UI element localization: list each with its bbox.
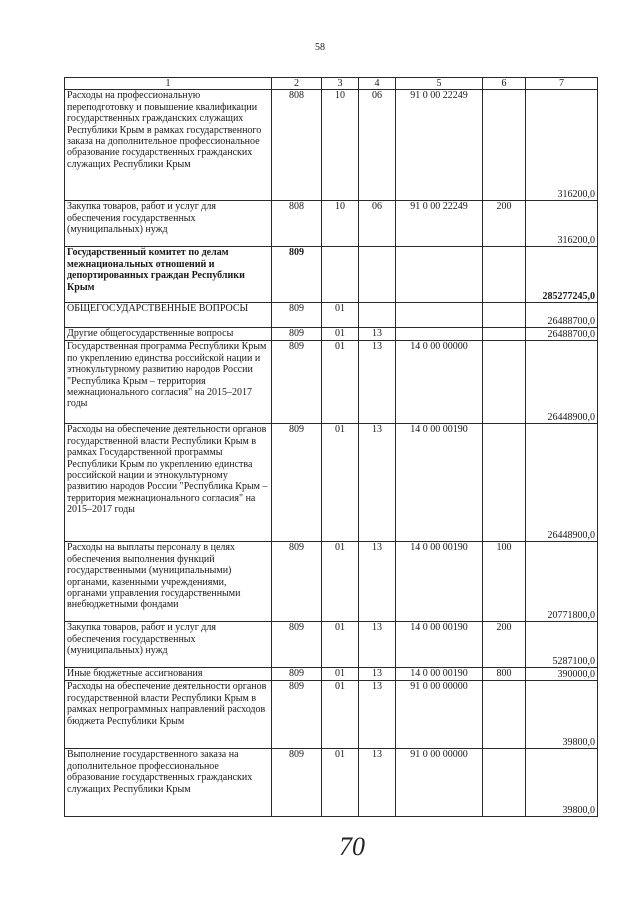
subsection-code: 06 bbox=[359, 90, 396, 201]
section-code: 01 bbox=[322, 542, 359, 622]
target-article-code: 91 0 00 00000 bbox=[396, 749, 483, 817]
expense-type-code: 100 bbox=[483, 542, 526, 622]
handwritten-signature bbox=[328, 828, 376, 864]
table-row bbox=[65, 341, 598, 424]
department-code: 809 bbox=[272, 668, 322, 681]
department-code: 809 bbox=[272, 542, 322, 622]
expense-type-code bbox=[483, 341, 526, 424]
expense-name: Выполнение государственного заказа на дополнительное профессиональное образование государственных гражданских служащих Республики Крым bbox=[65, 749, 272, 817]
section-code: 10 bbox=[322, 90, 359, 201]
department-code: 809 bbox=[272, 749, 322, 817]
amount: 285277245,0 bbox=[526, 247, 598, 303]
expense-name: Расходы на выплаты персоналу в целях обеспечения выполнения функций государственными (муниципальными) органами, казенными учреждениями, органами управления государственными внебюджетными фондами bbox=[65, 542, 272, 622]
department-code: 809 bbox=[272, 303, 322, 328]
budget-table bbox=[64, 77, 598, 817]
table-row bbox=[65, 201, 598, 247]
table-row bbox=[65, 749, 598, 817]
expense-name: ОБЩЕГОСУДАРСТВЕННЫЕ ВОПРОСЫ bbox=[65, 303, 272, 328]
amount: 20771800,0 bbox=[526, 542, 598, 622]
expense-type-code: 200 bbox=[483, 201, 526, 247]
expense-name: Закупка товаров, работ и услуг для обеспечения государственных (муниципальных) нужд bbox=[65, 622, 272, 668]
column-header: 7 bbox=[526, 78, 598, 90]
expense-type-code bbox=[483, 749, 526, 817]
expense-type-code bbox=[483, 681, 526, 749]
subsection-code: 13 bbox=[359, 622, 396, 668]
subsection-code: 13 bbox=[359, 542, 396, 622]
target-article-code: 91 0 00 22249 bbox=[396, 90, 483, 201]
subsection-code: 13 bbox=[359, 328, 396, 341]
expense-name: Расходы на обеспечение деятельности органов государственной власти Республики Крым в рамках непрограммных направлений расходов бюджета Республики Крым bbox=[65, 681, 272, 749]
amount: 39800,0 bbox=[526, 749, 598, 817]
section-code: 01 bbox=[322, 328, 359, 341]
target-article-code: 14 0 00 00190 bbox=[396, 668, 483, 681]
subsection-code: 06 bbox=[359, 201, 396, 247]
expense-type-code bbox=[483, 328, 526, 341]
table-header-row bbox=[65, 78, 598, 90]
section-code: 10 bbox=[322, 201, 359, 247]
table-row bbox=[65, 681, 598, 749]
page-number: 58 bbox=[315, 42, 325, 53]
expense-name: Государственная программа Республики Крым по укреплению единства российской нации и этнокультурному развитию народов России "Республика Крым – территория межнационального согласия" на 2015–2017 годы bbox=[65, 341, 272, 424]
expense-name: Расходы на обеспечение деятельности органов государственной власти Республики Крым в рамках Государственной программы Республики Крым по укреплению единства российской нации и этнокультурному развитию народов России "Республика Крым – территория межнационального согласия" на 2015–2017 годы bbox=[65, 424, 272, 542]
table-row bbox=[65, 328, 598, 341]
column-header: 1 bbox=[65, 78, 272, 90]
expense-name: Расходы на профессиональную переподготовку и повышение квалификации государственных гражданских служащих Республики Крым в рамках государственного заказа на дополнительное профессиональное образование государственных гражданских служащих Республики Крым bbox=[65, 90, 272, 201]
expense-name: Государственный комитет по делам межнациональных отношений и депортированных граждан Республики Крым bbox=[65, 247, 272, 303]
target-article-code: 14 0 00 00000 bbox=[396, 341, 483, 424]
department-code: 809 bbox=[272, 681, 322, 749]
expense-type-code: 200 bbox=[483, 622, 526, 668]
column-header: 4 bbox=[359, 78, 396, 90]
table-row bbox=[65, 622, 598, 668]
table-row bbox=[65, 668, 598, 681]
target-article-code: 14 0 00 00190 bbox=[396, 542, 483, 622]
department-code: 809 bbox=[272, 247, 322, 303]
subsection-code: 13 bbox=[359, 668, 396, 681]
amount: 26488700,0 bbox=[526, 303, 598, 328]
section-code: 01 bbox=[322, 681, 359, 749]
table-row bbox=[65, 542, 598, 622]
target-article-code bbox=[396, 303, 483, 328]
department-code: 808 bbox=[272, 201, 322, 247]
column-header: 5 bbox=[396, 78, 483, 90]
amount: 316200,0 bbox=[526, 201, 598, 247]
expense-type-code bbox=[483, 247, 526, 303]
expense-type-code bbox=[483, 303, 526, 328]
section-code: 01 bbox=[322, 668, 359, 681]
amount: 26488700,0 bbox=[526, 328, 598, 341]
target-article-code: 91 0 00 00000 bbox=[396, 681, 483, 749]
target-article-code: 91 0 00 22249 bbox=[396, 201, 483, 247]
table-row bbox=[65, 303, 598, 328]
subsection-code: 13 bbox=[359, 681, 396, 749]
expense-name: Иные бюджетные ассигнования bbox=[65, 668, 272, 681]
amount: 390000,0 bbox=[526, 668, 598, 681]
subsection-code bbox=[359, 303, 396, 328]
amount: 39800,0 bbox=[526, 681, 598, 749]
table-row bbox=[65, 424, 598, 542]
subsection-code bbox=[359, 247, 396, 303]
subsection-code: 13 bbox=[359, 424, 396, 542]
section-code: 01 bbox=[322, 303, 359, 328]
target-article-code bbox=[396, 328, 483, 341]
amount: 5287100,0 bbox=[526, 622, 598, 668]
svg-text:70: 70 bbox=[339, 832, 365, 861]
amount: 316200,0 bbox=[526, 90, 598, 201]
section-code: 01 bbox=[322, 622, 359, 668]
department-code: 809 bbox=[272, 341, 322, 424]
amount: 26448900,0 bbox=[526, 424, 598, 542]
column-header: 3 bbox=[322, 78, 359, 90]
subsection-code: 13 bbox=[359, 341, 396, 424]
expense-type-code: 800 bbox=[483, 668, 526, 681]
column-header: 6 bbox=[483, 78, 526, 90]
section-code: 01 bbox=[322, 749, 359, 817]
column-header: 2 bbox=[272, 78, 322, 90]
table-row bbox=[65, 247, 598, 303]
department-code: 809 bbox=[272, 328, 322, 341]
section-code bbox=[322, 247, 359, 303]
expense-name: Закупка товаров, работ и услуг для обеспечения государственных (муниципальных) нужд bbox=[65, 201, 272, 247]
target-article-code bbox=[396, 247, 483, 303]
table-row bbox=[65, 90, 598, 201]
department-code: 808 bbox=[272, 90, 322, 201]
subsection-code: 13 bbox=[359, 749, 396, 817]
section-code: 01 bbox=[322, 341, 359, 424]
department-code: 809 bbox=[272, 622, 322, 668]
section-code: 01 bbox=[322, 424, 359, 542]
expense-name: Другие общегосударственные вопросы bbox=[65, 328, 272, 341]
target-article-code: 14 0 00 00190 bbox=[396, 424, 483, 542]
amount: 26448900,0 bbox=[526, 341, 598, 424]
department-code: 809 bbox=[272, 424, 322, 542]
target-article-code: 14 0 00 00190 bbox=[396, 622, 483, 668]
expense-type-code bbox=[483, 90, 526, 201]
expense-type-code bbox=[483, 424, 526, 542]
